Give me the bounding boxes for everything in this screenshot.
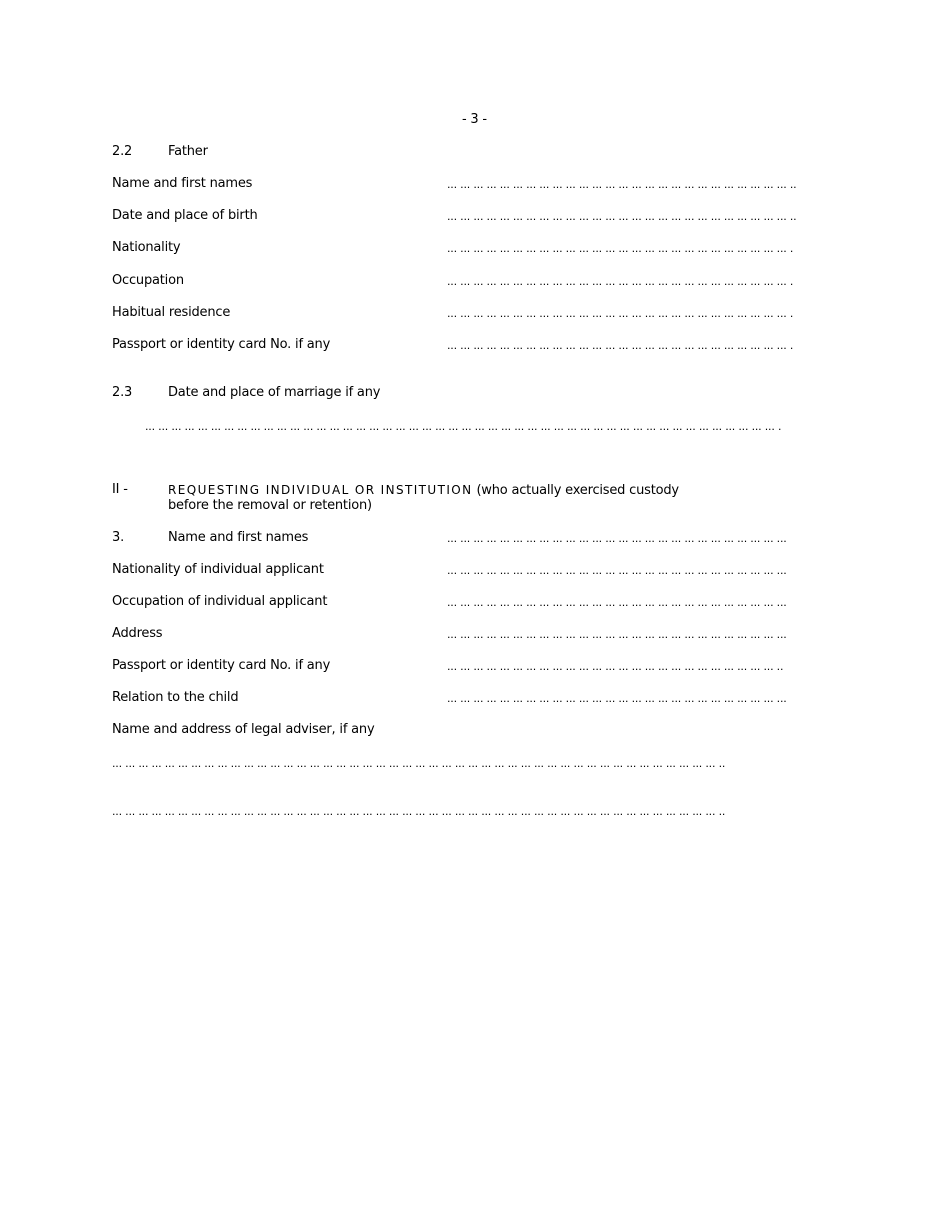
father-birth-blank: ... ... ... ... ... ... ... ... ... ... ... ... ... ... ... ... ... ... ... ... ... ... ... ... ... ... .. bbox=[447, 210, 797, 223]
section-number-marriage: 2.3 bbox=[112, 385, 133, 400]
father-name-blank: ... ... ... ... ... ... ... ... ... ... ... ... ... ... ... ... ... ... ... ... ... ... ... ... ... ... .. bbox=[447, 178, 797, 191]
father-residence-blank: ... ... ... ... ... ... ... ... ... ... ... ... ... ... ... ... ... ... ... ... ... ... ... ... ... ... . bbox=[447, 307, 794, 320]
father-name-label: Name and first names bbox=[112, 176, 253, 191]
requesting-name-label: Name and first names bbox=[168, 530, 309, 545]
father-occupation-blank: ... ... ... ... ... ... ... ... ... ... ... ... ... ... ... ... ... ... ... ... ... ... ... ... ... ... . bbox=[447, 275, 794, 288]
requesting-passport-blank: ... ... ... ... ... ... ... ... ... ... ... ... ... ... ... ... ... ... ... ... ... ... ... ... ... .. bbox=[447, 660, 784, 673]
father-nationality-blank: ... ... ... ... ... ... ... ... ... ... ... ... ... ... ... ... ... ... ... ... ... ... ... ... ... ... . bbox=[447, 242, 794, 255]
requesting-item-number: 3. bbox=[112, 530, 125, 545]
requesting-nationality-blank: ... ... ... ... ... ... ... ... ... ... ... ... ... ... ... ... ... ... ... ... ... ... ... ... ... ... bbox=[447, 564, 787, 577]
requesting-nationality-label: Nationality of individual applicant bbox=[112, 562, 324, 577]
requesting-relation-blank: ... ... ... ... ... ... ... ... ... ... ... ... ... ... ... ... ... ... ... ... ... ... ... ... ... ... bbox=[447, 692, 787, 705]
section-number-father: 2.2 bbox=[112, 144, 133, 159]
section-title-requesting bbox=[168, 482, 679, 499]
requesting-passport-label: Passport or identity card No. if any bbox=[112, 658, 331, 673]
section-title-caps: REQUESTING INDIVIDUAL OR INSTITUTION bbox=[168, 483, 473, 497]
legal-adviser-label: Name and address of legal adviser, if any bbox=[112, 722, 375, 737]
section-title-line2: before the removal or retention) bbox=[168, 498, 372, 513]
legal-adviser-blank-2: ... ... ... ... ... ... ... ... ... ... ... ... ... ... ... ... ... ... ... ... ... ... ... ... ... ... ... ... ... ... ... ... ... ... ... ... ... ... ... ... ... ... ... ... ... ... .. bbox=[112, 805, 726, 818]
requesting-address-label: Address bbox=[112, 626, 163, 641]
father-nationality-label: Nationality bbox=[112, 240, 181, 255]
section-number-requesting: II - bbox=[112, 482, 128, 497]
father-birth-label: Date and place of birth bbox=[112, 208, 258, 223]
legal-adviser-blank-1: ... ... ... ... ... ... ... ... ... ... ... ... ... ... ... ... ... ... ... ... ... ... ... ... ... ... ... ... ... ... ... ... ... ... ... ... ... ... ... ... ... ... ... ... ... ... .. bbox=[112, 757, 726, 770]
father-occupation-label: Occupation bbox=[112, 273, 184, 288]
requesting-occupation-blank: ... ... ... ... ... ... ... ... ... ... ... ... ... ... ... ... ... ... ... ... ... ... ... ... ... ... bbox=[447, 596, 787, 609]
section-title-marriage: Date and place of marriage if any bbox=[168, 385, 381, 400]
father-passport-blank: ... ... ... ... ... ... ... ... ... ... ... ... ... ... ... ... ... ... ... ... ... ... ... ... ... ... . bbox=[447, 339, 794, 352]
father-passport-label: Passport or identity card No. if any bbox=[112, 337, 331, 352]
requesting-occupation-label: Occupation of individual applicant bbox=[112, 594, 328, 609]
section-title-rest: (who actually exercised custody bbox=[476, 483, 679, 498]
page-number: - 3 - bbox=[462, 112, 487, 127]
marriage-blank: ... ... ... ... ... ... ... ... ... ... ... ... ... ... ... ... ... ... ... ... ... ... ... ... ... ... ... ... ... ... ... ... ... ... ... ... ... ... ... ... ... ... ... ... ... ... ... ... . bbox=[145, 420, 782, 433]
father-residence-label: Habitual residence bbox=[112, 305, 231, 320]
section-title-father: Father bbox=[168, 144, 208, 159]
requesting-address-blank: ... ... ... ... ... ... ... ... ... ... ... ... ... ... ... ... ... ... ... ... ... ... ... ... ... ... bbox=[447, 628, 787, 641]
requesting-relation-label: Relation to the child bbox=[112, 690, 239, 705]
requesting-name-blank: ... ... ... ... ... ... ... ... ... ... ... ... ... ... ... ... ... ... ... ... ... ... ... ... ... ... bbox=[447, 532, 787, 545]
